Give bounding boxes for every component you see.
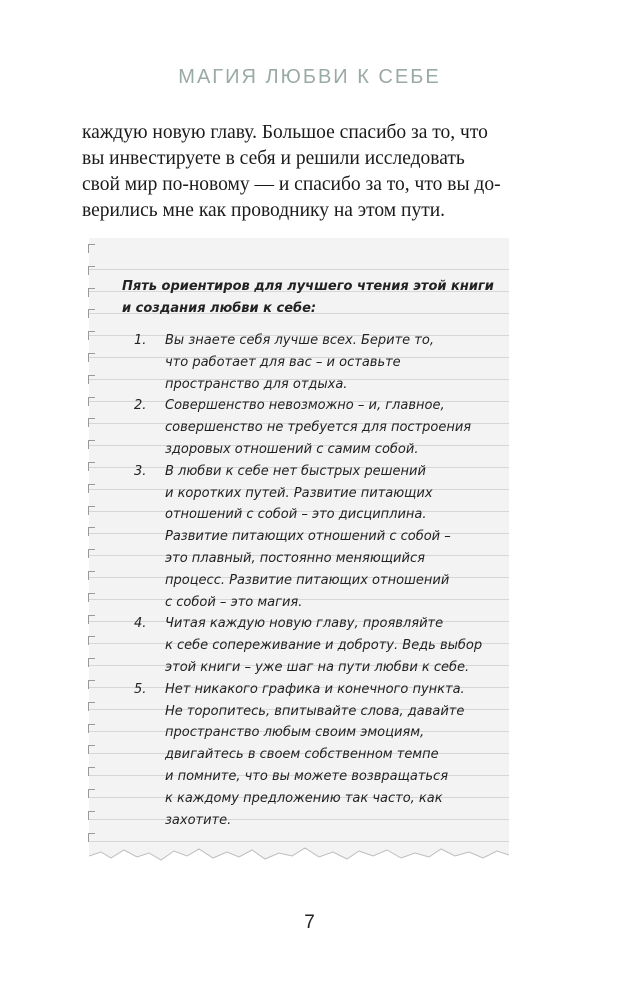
item-line: этой книги – уже шаг на пути любви к себе. xyxy=(165,659,470,675)
list-item xyxy=(122,395,502,460)
note-title-line: Пять ориентиров для лучшего чтения этой книги xyxy=(122,279,494,294)
item-line: и помните, что вы можете возвращаться xyxy=(165,768,449,784)
item-line: к себе сопереживание и доброту. Ведь выбор xyxy=(165,638,483,654)
item-line: двигайтесь в своем собственном темпе xyxy=(165,747,439,763)
item-line: с собой – это магия. xyxy=(165,594,303,610)
binder-hole xyxy=(88,527,95,536)
binder-hole xyxy=(88,418,95,427)
list-item xyxy=(122,613,502,678)
item-line: Нет никакого графика и конечного пункта. xyxy=(165,681,465,697)
binder-hole xyxy=(88,789,95,798)
binder-hole xyxy=(88,745,95,754)
binder-hole xyxy=(88,571,95,580)
binder-hole xyxy=(88,615,95,624)
running-header: МАГИЯ ЛЮБВИ К СЕБЕ xyxy=(178,66,441,88)
item-number: 4. xyxy=(134,616,147,632)
binder-hole xyxy=(88,702,95,711)
binder-hole xyxy=(88,484,95,493)
list-item xyxy=(122,330,502,395)
intro-line: вы инвестируете в себя и решили исследовать xyxy=(82,148,465,169)
item-line: пространство для отдыха. xyxy=(165,376,348,392)
note-title xyxy=(122,276,502,320)
item-line: Развитие питающих отношений с собой – xyxy=(165,529,451,545)
item-number: 5. xyxy=(134,681,147,697)
intro-line: верились мне как проводнику на этом пути. xyxy=(82,200,446,221)
item-number: 2. xyxy=(134,398,147,414)
note-title-line: и создания любви к себе: xyxy=(122,301,317,316)
binder-hole xyxy=(88,288,95,297)
intro-paragraph xyxy=(82,120,512,224)
binder-hole xyxy=(88,549,95,558)
binder-hole xyxy=(88,266,95,275)
binder-hole xyxy=(88,767,95,776)
item-line: Не торопитесь, впитывайте слова, давайте xyxy=(165,703,465,719)
binder-hole xyxy=(88,244,95,253)
item-line: и коротких путей. Развитие питающих xyxy=(165,485,433,501)
item-line: здоровых отношений с самим собой. xyxy=(165,441,419,457)
list-item xyxy=(122,679,502,832)
item-line: В любви к себе нет быстрых решений xyxy=(165,463,426,479)
item-line: это плавный, постоянно меняющийся xyxy=(165,550,425,566)
page-number: 7 xyxy=(304,912,315,933)
binder-hole xyxy=(88,353,95,362)
item-number: 1. xyxy=(134,333,147,348)
binder-hole xyxy=(88,397,95,406)
list-item xyxy=(122,461,502,614)
item-line: Вы знаете себя лучше всех. Берите то, xyxy=(165,333,434,348)
binder-hole xyxy=(88,680,95,689)
item-line: Совершенство невозможно – и, главное, xyxy=(165,398,445,414)
binder-hole xyxy=(88,811,95,820)
item-line: пространство любым своим эмоциям, xyxy=(165,725,425,741)
torn-edge xyxy=(89,842,509,872)
binder-hole xyxy=(88,636,95,645)
item-line: что работает для вас – и оставьте xyxy=(165,354,401,370)
binder-hole xyxy=(88,593,95,602)
item-line: отношений с собой – это дисциплина. xyxy=(165,507,427,523)
item-line: Читая каждую новую главу, проявляйте xyxy=(165,616,444,632)
binder-hole xyxy=(88,658,95,667)
item-number: 3. xyxy=(134,463,147,479)
item-line: совершенство не требуется для построения xyxy=(165,420,472,436)
intro-line: каждую новую главу. Большое спасибо за то, что xyxy=(82,122,488,143)
binder-hole xyxy=(88,331,95,340)
guidelines-note xyxy=(122,276,502,831)
item-line: к каждому предложению так часто, как xyxy=(165,790,443,806)
binder-hole xyxy=(88,724,95,733)
binder-hole xyxy=(88,309,95,318)
item-line: процесс. Развитие питающих отношений xyxy=(165,572,450,588)
item-line: захотите. xyxy=(165,812,232,828)
binder-hole xyxy=(88,506,95,515)
binder-hole xyxy=(88,375,95,384)
intro-line: свой мир по-новому — и спасибо за то, что вы до- xyxy=(82,174,501,195)
binder-hole xyxy=(88,462,95,471)
binder-hole xyxy=(88,833,95,842)
binder-hole xyxy=(88,440,95,449)
